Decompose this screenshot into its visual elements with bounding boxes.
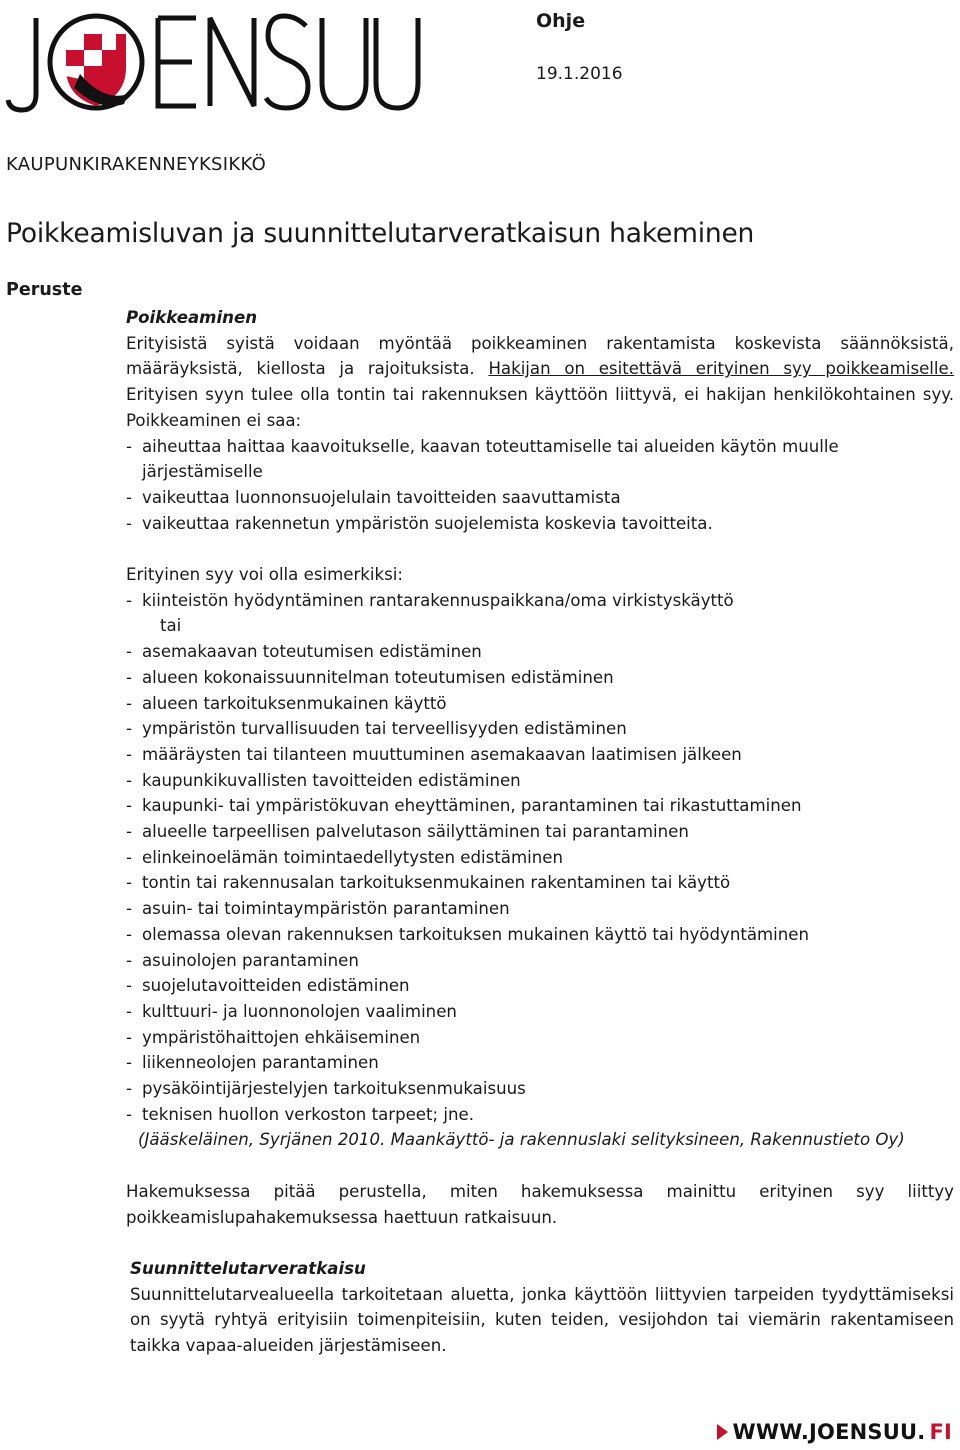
list-item: - kaupunki- tai ympäristökuvan eheyttäminen, parantaminen tai rikastuttaminen [126,793,954,819]
list-item: - pysäköintijärjestelyjen tarkoituksenmukaisuus [126,1076,954,1102]
list-item: - aiheuttaa haittaa kaavoitukselle, kaavan toteuttamiselle tai alueiden käytön muulle järjestämiselle [126,434,954,485]
list-item: - kulttuuri- ja luonnonolojen vaaliminen [126,999,954,1025]
list-item: - vaikeuttaa luonnonsuojelulain tavoitteiden saavuttamista [126,485,954,511]
list-item: - asuin- tai toimintaympäristön parantaminen [126,896,954,922]
department-name: KAUPUNKIRAKENNEYKSIKKÖ [6,154,267,175]
page-title: Poikkeamisluvan ja suunnittelutarveratkaisun hakeminen [6,218,755,249]
list-item: - tontin tai rakennusalan tarkoituksenmukainen rakentaminen tai käyttö [126,870,954,896]
list-item: - kaupunkikuvallisten tavoitteiden edistäminen [126,768,954,794]
list-item: - ympäristöhaittojen ehkäiseminen [126,1025,954,1051]
footer-url[interactable] [717,1420,952,1444]
list-item: - määräysten tai tilanteen muuttuminen asemakaavan laatimisen jälkeen [126,742,954,768]
paragraph-text-start: Erityisistä syistä voidaan myöntää poikkeaminen rakentamista koskevista säännöksistä, määräyksistä, kiellosta ja rajoituksista. [126,333,954,379]
section-label-peruste: Peruste [6,280,83,300]
or-word: tai [160,616,182,636]
citation: (Jääskeläinen, Syrjänen 2010. Maankäyttö- ja rakennuslaki selityksineen, Rakennustieto Oy) [138,1130,905,1150]
document-date: 19.1.2016 [536,64,623,84]
suunnittelutarve-paragraph: Suunnittelutarvealueella tarkoitetaan aluetta, jonka käyttöön liittyvien tarpeiden tyydyttämiseksi on syytä ryhtyä erityisiin toimenpiteisiin, kuten teiden, vesijohdon tai viemärin rakentamiseen taikka vapaa-alueiden järjestämiseen. [130,1284,954,1356]
joensuu-logo [4,6,424,114]
footer-url-tld: FI [929,1420,952,1444]
list-item: - asuinolojen parantaminen [126,948,954,974]
list-item: - olemassa olevan rakennuksen tarkoituksen mukainen käyttö tai hyödyntäminen [126,922,954,948]
list-item: - kiinteistön hyödyntäminen rantarakennuspaikkana/oma virkistyskäyttö [126,588,954,614]
reasons-list-continued [126,639,954,1127]
reasons-intro: Erityinen syy voi olla esimerkiksi: [126,565,403,585]
poikkeaminen-paragraph [126,331,954,434]
footer-url-main: WWW.JOENSUU. [732,1420,926,1444]
crest-icon [66,34,128,106]
list-item: - alueen tarkoituksenmukainen käyttö [126,691,954,717]
heading-poikkeaminen: Poikkeaminen [126,308,258,327]
list-item: - alueelle tarpeellisen palvelutason säilyttäminen tai parantaminen [126,819,954,845]
reasons-list [126,588,954,614]
required-reason-link[interactable]: Hakijan on esitettävä erityinen syy poikkeamiselle. [488,359,954,379]
main-content [126,305,954,1359]
list-item: - ympäristön turvallisuuden tai terveellisyyden edistäminen [126,716,954,742]
suunnittelutarve-section [126,1256,954,1359]
restriction-list [126,434,954,537]
list-item: - liikenneolojen parantaminen [126,1050,954,1076]
paragraph-text-end: Erityisen syyn tulee olla tontin tai rakennuksen käyttöön liittyvä, ei hakijan henkilökohtainen syy. Poikkeaminen ei saa: [126,385,954,430]
list-item: - asemakaavan toteutumisen edistäminen [126,639,954,665]
list-item: - suojelutavoitteiden edistäminen [126,973,954,999]
list-item: - vaikeuttaa rakennetun ympäristön suojelemista koskevia tavoitteita. [126,511,954,537]
play-arrow-icon [717,1424,728,1440]
justification-paragraph: Hakemuksessa pitää perustella, miten hakemuksessa mainittu erityinen syy liittyy poikkeamislupahakemuksessa haettuun ratkaisuun. [126,1181,954,1227]
list-item: - elinkeinoelämän toimintaedellytysten edistäminen [126,845,954,871]
list-item: - alueen kokonaissuunnitelman toteutumisen edistäminen [126,665,954,691]
document-type: Ohje [536,10,586,32]
list-item: - teknisen huollon verkoston tarpeet; jne. [126,1102,954,1128]
heading-suunnittelutarveratkaisu: Suunnittelutarveratkaisu [130,1258,366,1278]
